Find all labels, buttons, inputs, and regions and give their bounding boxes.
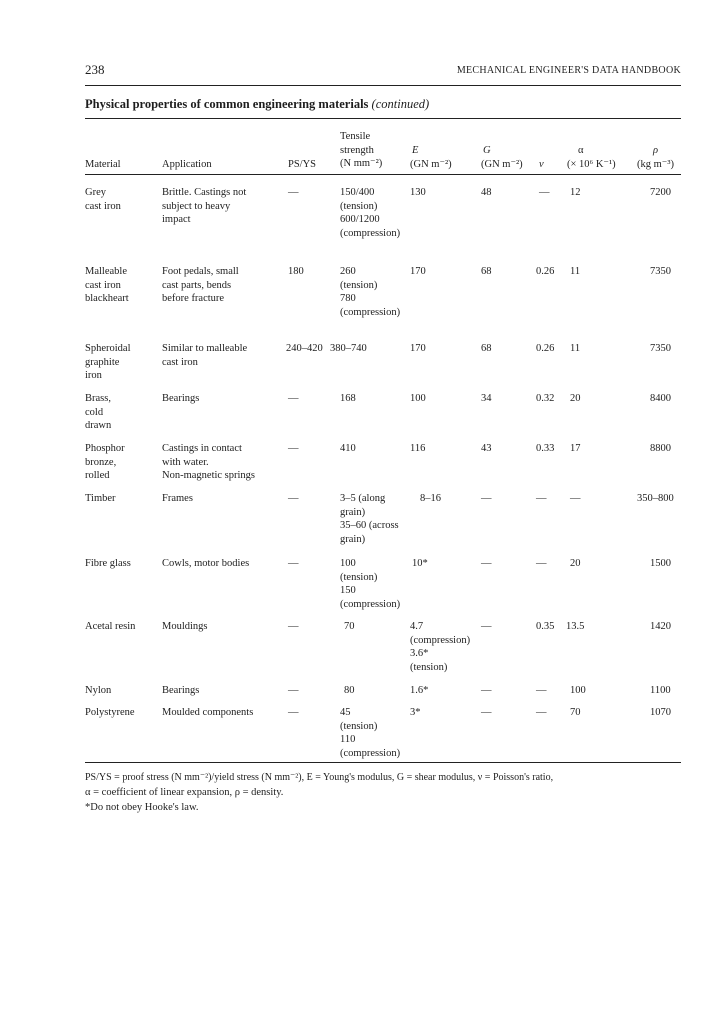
header-e-unit: (GN m⁻²) (410, 159, 452, 170)
header-psys: PS/YS (288, 159, 317, 170)
cell-nu: — (536, 707, 547, 718)
table-title (85, 97, 429, 112)
cell-material: Phosphor bronze, rolled (85, 443, 125, 481)
cell-alpha: 13.5 (566, 621, 585, 632)
cell-nu: 0.33 (536, 443, 555, 454)
cell-tensile: 380–740 (330, 343, 367, 354)
cell-nu: 0.26 (536, 266, 555, 277)
cell-e: 3* (410, 707, 421, 718)
cell-g: 48 (481, 187, 492, 198)
cell-material: Malleable cast iron blackheart (85, 266, 129, 304)
cell-material: Brass, cold drawn (85, 393, 112, 431)
cell-alpha: 100 (570, 685, 586, 696)
cell-alpha: 20 (570, 393, 581, 404)
cell-rho: 1420 (650, 621, 671, 632)
cell-material: Spheroidal graphite iron (85, 343, 131, 381)
cell-rho: 1500 (650, 558, 671, 569)
cell-g: 43 (481, 443, 492, 454)
cell-e: 100 (410, 393, 426, 404)
cell-psys: — (288, 707, 299, 718)
cell-rho: 7350 (650, 266, 671, 277)
cell-material: Acetal resin (85, 621, 136, 632)
cell-tensile: 70 (344, 621, 355, 632)
cell-nu: 0.32 (536, 393, 555, 404)
cell-e: 170 (410, 343, 426, 354)
cell-psys: 180 (288, 266, 304, 277)
cell-psys: 240–420 (286, 343, 323, 354)
cell-nu: — (536, 493, 547, 504)
table-title-suffix: (continued) (371, 97, 430, 111)
cell-alpha: 20 (570, 558, 581, 569)
cell-tensile: 260 (tension) 780 (compression) (340, 266, 401, 318)
cell-e: 116 (410, 443, 426, 454)
cell-material: Nylon (85, 685, 112, 696)
cell-rho: 8400 (650, 393, 671, 404)
header-e-symbol: E (412, 145, 419, 156)
cell-application: Similar to malleable cast iron (162, 343, 248, 368)
cell-material: Grey cast iron (85, 187, 121, 212)
header-material: Material (85, 159, 121, 170)
cell-psys: — (288, 493, 299, 504)
header-tensile: Tensile strength (N mm⁻²) (340, 131, 383, 169)
cell-alpha: 17 (570, 443, 581, 454)
cell-application: Bearings (162, 685, 200, 696)
cell-alpha: 11 (570, 266, 581, 277)
running-head: MECHANICAL ENGINEER'S DATA HANDBOOK (456, 65, 681, 76)
cell-g: — (481, 493, 492, 504)
cell-psys: — (288, 558, 299, 569)
cell-e: 8–16 (420, 493, 441, 504)
cell-e: 170 (410, 266, 426, 277)
cell-rho: 7200 (650, 187, 671, 198)
cell-g: 68 (481, 266, 492, 277)
cell-e: 130 (410, 187, 426, 198)
cell-rho: 8800 (650, 443, 671, 454)
footnote-abbreviations: PS/YS = proof stress (N mm⁻²)/yield stress (N mm⁻²), E = Young's modulus, G = shear modulus, ν = Poisson's ratio, (85, 772, 554, 783)
table-bottom-rule (85, 762, 681, 763)
cell-application: Mouldings (162, 621, 208, 632)
header-g-unit: (GN m⁻²) (481, 159, 523, 170)
header-rule (85, 85, 681, 86)
cell-g: — (481, 685, 492, 696)
cell-nu: — (539, 187, 550, 198)
cell-g: 34 (481, 393, 492, 404)
header-rho-unit: (kg m⁻³) (637, 159, 674, 170)
cell-tensile: 410 (340, 443, 356, 454)
cell-g: — (481, 707, 492, 718)
cell-rho: 350–800 (637, 493, 674, 504)
cell-alpha: 12 (570, 187, 581, 198)
cell-g: — (481, 621, 492, 632)
cell-g: — (481, 558, 492, 569)
cell-tensile: 80 (344, 685, 355, 696)
header-bottom-rule (85, 174, 681, 175)
cell-material: Polystyrene (85, 707, 135, 718)
cell-psys: — (288, 685, 299, 696)
cell-application: Bearings (162, 393, 200, 404)
cell-psys: — (288, 443, 299, 454)
cell-nu: 0.26 (536, 343, 555, 354)
cell-tensile: 3–5 (along grain) 35–60 (across grain) (340, 493, 399, 545)
cell-e: 1.6* (410, 685, 429, 696)
table-top-rule (85, 118, 681, 119)
cell-g: 68 (481, 343, 492, 354)
cell-psys: — (288, 187, 299, 198)
cell-nu: — (536, 558, 547, 569)
cell-alpha: — (570, 493, 581, 504)
cell-material: Fibre glass (85, 558, 131, 569)
cell-nu: — (536, 685, 547, 696)
header-alpha-symbol: α (578, 145, 584, 156)
cell-e: 4.7 (compression) 3.6* (tension) (410, 621, 471, 673)
cell-application: Moulded components (162, 707, 254, 718)
cell-rho: 1070 (650, 707, 671, 718)
cell-alpha: 11 (570, 343, 581, 354)
table-title-text: Physical properties of common engineering materials (85, 97, 369, 111)
cell-tensile: 45 (tension) 110 (compression) (340, 707, 401, 759)
cell-material: Timber (85, 493, 116, 504)
header-rho-symbol: ρ (653, 145, 659, 156)
cell-psys: — (288, 393, 299, 404)
header-g-symbol: G (483, 145, 491, 156)
cell-application: Brittle. Castings not subject to heavy impact (162, 187, 247, 225)
cell-alpha: 70 (570, 707, 581, 718)
cell-tensile: 150/400 (tension) 600/1200 (compression) (340, 187, 401, 239)
cell-application: Cowls, motor bodies (162, 558, 250, 569)
header-nu: ν (539, 159, 544, 170)
footnote-hookes-law: *Do not obey Hooke's law. (85, 802, 199, 813)
header-alpha-unit: (× 10⁶ K⁻¹) (567, 159, 616, 170)
cell-tensile: 100 (tension) 150 (compression) (340, 558, 401, 610)
cell-rho: 7350 (650, 343, 671, 354)
cell-nu: 0.35 (536, 621, 555, 632)
footnote-definitions: α = coefficient of linear expansion, ρ = density. (85, 787, 284, 798)
cell-psys: — (288, 621, 299, 632)
cell-application: Castings in contact with water. Non-magnetic springs (162, 443, 256, 481)
cell-tensile: 168 (340, 393, 356, 404)
cell-rho: 1100 (650, 685, 671, 696)
cell-e: 10* (412, 558, 428, 569)
header-application: Application (162, 159, 212, 170)
cell-application: Frames (162, 493, 193, 504)
cell-application: Foot pedals, small cast parts, bends before fracture (162, 266, 239, 304)
page-number: 238 (85, 62, 105, 77)
